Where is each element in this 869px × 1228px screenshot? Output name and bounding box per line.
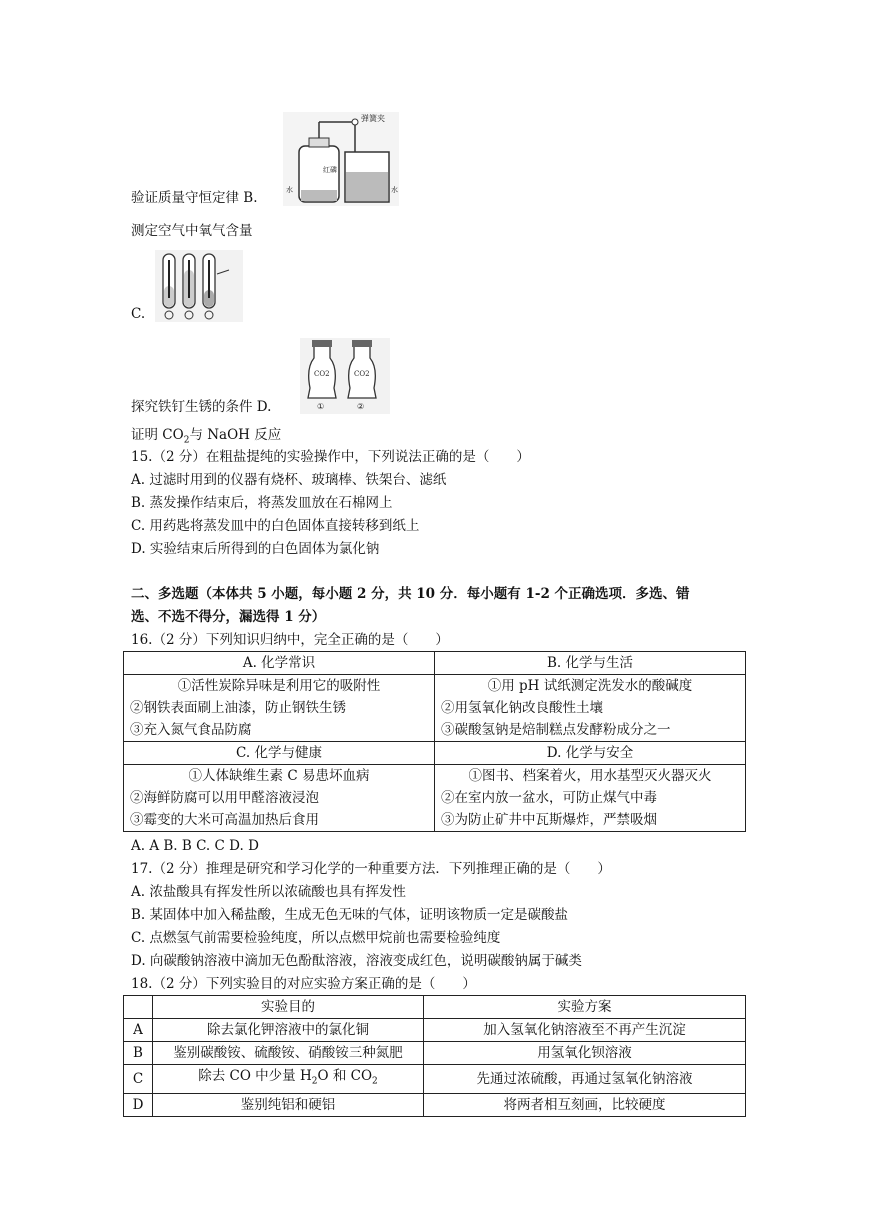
q18-row-purpose: 除去 CO 中少量 $H_2O$ 和 $CO_2$ (153, 1065, 424, 1094)
q16-cell-b: ①用 pH 试纸测定洗发水的酸碱度 ②用氢氧化钠改良酸性土壤 ③碳酸氢钠是焙制糕点发酵粉成分之一 (435, 675, 746, 742)
q16-header-c: C. 化学与健康 (124, 742, 435, 765)
figure-iron-rust-test-tubes (155, 250, 243, 322)
option-d-text: 证明 $CO_2$与 NaOH 反应 (131, 427, 282, 446)
figure-co2-naoh-bottles (300, 338, 390, 414)
table-row (124, 996, 746, 1019)
q16-header-a: A. 化学常识 (124, 652, 435, 675)
q18-row-purpose: 鉴别碳酸铵、硫酸铵、硝酸铵三种氮肥 (153, 1042, 424, 1065)
q15-option-b: B. 蒸发操作结束后，将蒸发皿放在石棉网上 (131, 495, 393, 511)
table-row (124, 1093, 746, 1116)
q16-choices: A. A B. B C. C D. D (131, 838, 259, 854)
q16-table (123, 651, 746, 832)
option-a-text: 验证质量守恒定律 B. (131, 190, 258, 206)
table-row (124, 742, 746, 765)
q18-row-plan: 加入氢氧化钠溶液至不再产生沉淀 (424, 1019, 746, 1042)
table-row (124, 1019, 746, 1042)
label-water-left: 水 (286, 186, 293, 194)
label-bottle-2: ② (357, 402, 365, 411)
table-row (124, 675, 746, 742)
q18-row-plan: 用氢氧化钡溶液 (424, 1042, 746, 1065)
label-water-right: 水 (391, 186, 398, 194)
section2-heading-line2: 选、不选不得分，漏选得 1 分） (131, 609, 326, 625)
option-c-text: 探究铁钉生锈的条件 D. (131, 399, 272, 415)
table-row (124, 1042, 746, 1065)
figure-oxygen-apparatus (283, 112, 399, 206)
q15-option-c: C. 用药匙将蒸发皿中的白色固体直接转移到纸上 (131, 518, 420, 534)
q18-table (123, 995, 746, 1117)
label-co2-left: CO2 (314, 370, 330, 378)
q17-option-b: B. 某固体中加入稀盐酸，生成无色无味的气体，证明该物质一定是碳酸盐 (131, 907, 569, 923)
q16-cell-d: ①图书、档案着火，用水基型灭火器灭火 ②在室内放一盆水，可防止煤气中毒 ③为防止矿井中瓦斯爆炸，严禁吸烟 (435, 765, 746, 832)
label-bottle-1: ① (317, 402, 325, 411)
q15-option-a: A. 过滤时用到的仪器有烧杯、玻璃棒、铁架台、滤纸 (131, 472, 447, 488)
table-row (124, 652, 746, 675)
q15-stem: 15.（2 分）在粗盐提纯的实验操作中，下列说法正确的是（ ） (131, 449, 530, 465)
q18-header-purpose: 实验目的 (153, 996, 424, 1019)
option-c-label: C. (131, 306, 146, 322)
section2-heading-line1: 二、多选题（本体共 5 小题，每小题 2 分，共 10 分．每小题有 1-2 个正确选项．多选、错 (131, 586, 690, 602)
option-b-text: 测定空气中氧气含量 (131, 223, 253, 239)
q15-option-d: D. 实验结束后所得到的白色固体为氯化钠 (131, 541, 380, 557)
q18-row-purpose: 鉴别纯铝和硬铝 (153, 1093, 424, 1116)
q17-option-a: A. 浓盐酸具有挥发性所以浓硫酸也具有挥发性 (131, 884, 406, 900)
q16-header-d: D. 化学与安全 (435, 742, 746, 765)
q18-stem: 18.（2 分）下列实验目的对应实验方案正确的是（ ） (131, 976, 476, 992)
table-row (124, 1065, 746, 1094)
q18-row-plan: 将两者相互刻画，比较硬度 (424, 1093, 746, 1116)
q18-row-key: A (124, 1019, 153, 1042)
q16-cell-a: ①活性炭除异味是利用它的吸附性 ②钢铁表面刷上油漆，防止钢铁生锈 ③充入氮气食品防腐 (124, 675, 435, 742)
q16-cell-c: ①人体缺维生素 C 易患坏血病 ②海鲜防腐可以用甲醛溶液浸泡 ③霉变的大米可高温加热后食用 (124, 765, 435, 832)
q18-row-purpose: 除去氯化钾溶液中的氯化铜 (153, 1019, 424, 1042)
label-spring-clip: 弹簧夹 (361, 114, 385, 123)
label-red-phosphorus: 红磷 (323, 166, 337, 174)
q16-header-b: B. 化学与生活 (435, 652, 746, 675)
q18-header-plan: 实验方案 (424, 996, 746, 1019)
q18-row-plan: 先通过浓硫酸，再通过氢氧化钠溶液 (424, 1065, 746, 1094)
q18-row-key: B (124, 1042, 153, 1065)
label-co2-right: CO2 (354, 370, 370, 378)
q18-row-key: C (124, 1065, 153, 1094)
table-row (124, 765, 746, 832)
q17-option-c: C. 点燃氢气前需要检验纯度，所以点燃甲烷前也需要检验纯度 (131, 930, 501, 946)
q16-stem: 16.（2 分）下列知识归纳中，完全正确的是（ ） (131, 632, 449, 648)
q17-option-d: D. 向碳酸钠溶液中滴加无色酚酞溶液，溶液变成红色，说明碳酸钠属于碱类 (131, 953, 582, 969)
q18-header-key (124, 996, 153, 1019)
q17-stem: 17.（2 分）推理是研究和学习化学的一种重要方法．下列推理正确的是（ ） (131, 861, 611, 877)
q18-row-key: D (124, 1093, 153, 1116)
